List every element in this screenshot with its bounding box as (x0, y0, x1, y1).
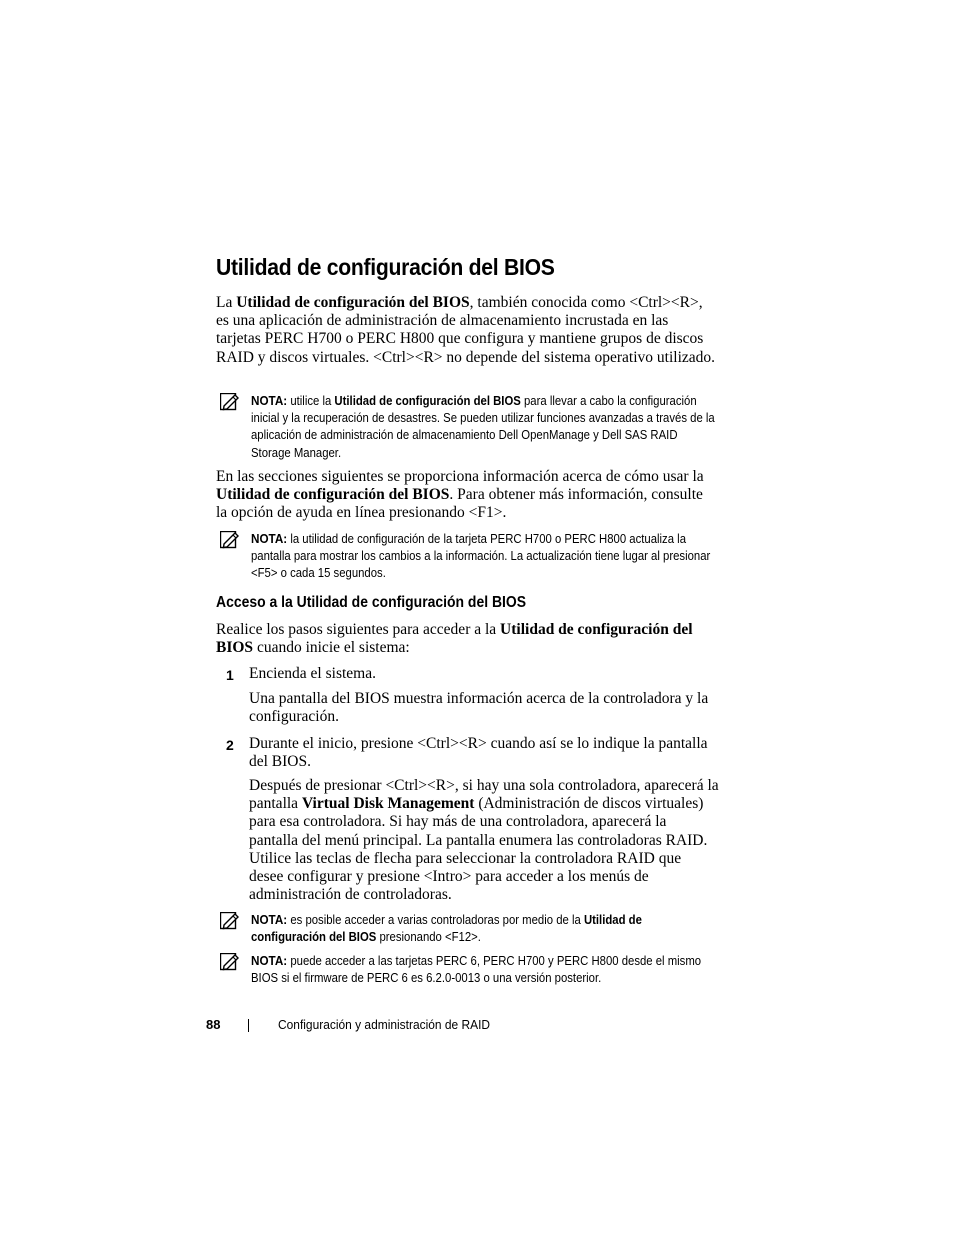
step-detail: Una pantalla del BIOS muestra información acerca de la controladora y la configuración. (249, 690, 709, 726)
step-number: 1 (226, 667, 234, 683)
pencil-note-icon (220, 953, 240, 971)
page-number: 88 (206, 1017, 221, 1032)
document-page: Utilidad de configuración del BIOS La Utilidad de configuración del BIOS, también conocida como <Ctrl><R>, es una aplicación de administración de almacenamiento incrustada en las tarjetas PERC H700 o PERC H800 que configura y mantiene grupos de discos RAID y discos virtuales. <Ctrl><R> no depende del sistema operativo utilizado. NOTA: utilice la Utilidad de configuración del BIOS para llevar a cabo la configuración inicial y la recuperación de desastres. Se pueden utilizar funciones avanzadas a través de la aplicación de administración de almacenamiento Dell OpenManage y Dell SAS RAID Storage Manager. En las secciones siguientes se proporciona información acerca de cómo usar la Utilidad de configuración del BIOS. Para obtener más información, consulte la opción de ayuda en línea presionando <F1>. NOTA: la utilidad de configuración de la tarjeta PERC H700 o PERC H800 actualiza la pantalla para mostrar los cambios a la información. La actualización tiene lugar al presionar <F5> o cada 15 segundos. Acceso a la Utilidad de configuración del BIOS Realice los pasos siguientes para acceder a la Utilidad de configuración del BIOS cuando inicie el sistema: 1 Encienda el sistema. Una pantalla del BIOS muestra información acerca de la controladora y la configuración. 2 Durante el inicio, presione <Ctrl><R> cuando así se lo indique la pantalla del BIOS. Después de presionar <Ctrl><R>, si hay una sola controladora, aparecerá la pantalla Virtual Disk Management (Administración de discos virtuales) para esa controladora. Si hay más de una controladora, aparecerá la pantalla del menú principal. La pantalla enumera las controladoras RAID. Utilice las teclas de flecha para seleccionar la controladora RAID que desee configurar y presione <Intro> para acceder a los menús de administración de controladoras. NOTA: es posible acceder a varias controladoras por medio de la Utilidad de configuración del BIOS presionando <F12>. NOTA: puede acceder a las tarjetas PERC 6, PERC H700 y PERC H800 desde el mismo BIOS si el firmware de PERC 6 es 6.2.0-0013 o una versión posterior. 88 Configuración y administración de RAID (206, 254, 719, 1032)
pencil-note-icon (220, 531, 240, 549)
section-subheading: Acceso a la Utilidad de configuración del BIOS (216, 594, 527, 611)
access-paragraph: Realice los pasos siguientes para acceder a la Utilidad de configuración del BIOS cuando inicie el sistema: (216, 621, 693, 657)
page-title: Utilidad de configuración del BIOS (216, 254, 555, 280)
step-text: Durante el inicio, presione <Ctrl><R> cuando así se lo indique la pantalla del BIOS. (249, 735, 708, 771)
pencil-note-icon (220, 912, 240, 930)
info-paragraph: En las secciones siguientes se proporciona información acerca de cómo usar la Utilidad de configuración del BIOS. Para obtener más información, consulte la opción de ayuda en línea presionando <F1>. (216, 468, 704, 522)
step-number: 2 (226, 737, 234, 753)
step-text: Encienda el sistema. (249, 665, 376, 682)
footer-section-title: Configuración y administración de RAID (278, 1017, 491, 1032)
step-detail: Después de presionar <Ctrl><R>, si hay una sola controladora, aparecerá la pantalla Virtual Disk Management (Administración de discos virtuales) para esa controladora. Si hay más de una controladora, aparecerá la pantalla del menú principal. La pantalla enumera las controladoras RAID. Utilice las teclas de flecha para seleccionar la controladora RAID que desee configurar y presione <Intro> para acceder a los menús de administración de controladoras. (249, 777, 719, 904)
intro-paragraph: La Utilidad de configuración del BIOS, también conocida como <Ctrl><R>, es una aplicación de administración de almacenamiento incrustada en las tarjetas PERC H700 o PERC H800 que configura y mantiene grupos de discos RAID y discos virtuales. <Ctrl><R> no depende del sistema operativo utilizado. (216, 294, 716, 366)
pencil-note-icon (220, 393, 240, 411)
footer-divider (248, 1019, 249, 1032)
